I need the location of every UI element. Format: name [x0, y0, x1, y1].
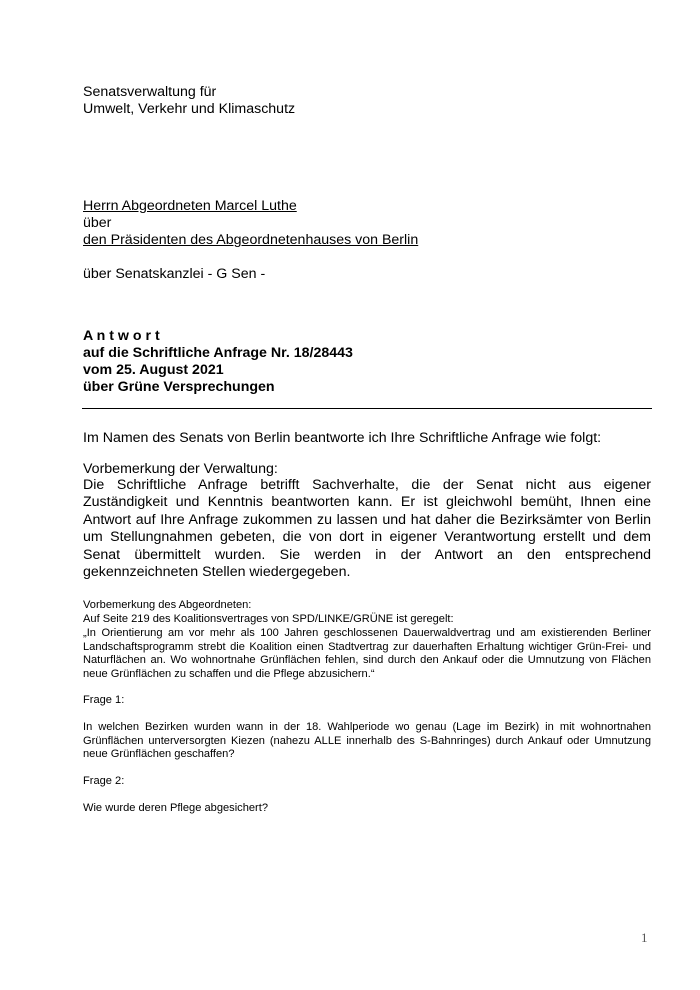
question-1-text: In welchen Bezirken wurden wann in der 18. Wahlperiode wo genau (Lage im Bezirk) in mit wohnortnahen Grünflächen unterversorgten Kiezen (nahezu ALLE innerhalb des S-Bahnringes) durch Ankauf oder Umnutzung neue Grünflächen geschaffen? — [83, 721, 651, 761]
subject-date: vom 25. August 2021 — [83, 362, 224, 378]
preliminary-text: Die Schriftliche Anfrage betrifft Sachverhalte, die der Senat nicht aus eigener Zuständigkeit und Kenntnis beantworten kann. Er ist gleichwohl bemüht, Ihnen eine Antwort auf Ihre Anfrage zukommen zu lassen und hat daher die Bezirksämter von Berlin um Stellungnahmen gebeten, die von dort in eigener Verantwortung erstellt und dem Senat übermittelt wurden. Sie werden in der Antwort an den entsprechend gekennzeichneten Stellen wiedergegeben. — [83, 477, 651, 581]
member-note-heading: Vorbemerkung des Abgeordneten: — [83, 599, 252, 611]
question-2-text: Wie wurde deren Pflege abgesichert? — [83, 802, 269, 814]
sender-line-2: Umwelt, Verkehr und Klimaschutz — [83, 101, 296, 117]
separator-rule — [82, 408, 652, 409]
sender-line-1: Senatsverwaltung für — [83, 84, 217, 100]
member-note-line: Auf Seite 219 des Koalitionsvertrages von SPD/LINKE/GRÜNE ist geregelt: — [83, 613, 454, 625]
recipient-chancellery: über Senatskanzlei - G Sen - — [83, 266, 266, 282]
subject-antwort: A n t w o r t — [83, 328, 160, 344]
subject-inquiry-number: auf die Schriftliche Anfrage Nr. 18/28443 — [83, 345, 353, 361]
preliminary-heading: Vorbemerkung der Verwaltung: — [83, 461, 278, 477]
question-2-label: Frage 2: — [83, 775, 125, 787]
recipient-via: über — [83, 215, 112, 231]
subject-title: über Grüne Versprechungen — [83, 379, 275, 395]
intro-text: Im Namen des Senats von Berlin beantworte ich Ihre Schriftliche Anfrage wie folgt: — [83, 430, 602, 446]
recipient-name: Herrn Abgeordneten Marcel Luthe — [83, 198, 297, 214]
recipient-president: den Präsidenten des Abgeordnetenhauses von Berlin — [83, 232, 419, 248]
page-number: 1 — [641, 930, 648, 945]
member-note-quote: „In Orientierung am vor mehr als 100 Jahren geschlossenen Dauerwaldvertrag und am existierenden Berliner Landschaftsprogramm strebt die Koalition einen Stadtvertrag zur dauerhaften Erhaltung wichtiger Grün-Frei- und Naturflächen an. Wo wohnortnahe Grünflächen fehlen, sind durch den Ankauf oder die Umnutzung von Flächen neue Grünflächen zu schaffen und die Pflege abzusichern.“ — [83, 627, 651, 680]
question-1-label: Frage 1: — [83, 694, 125, 706]
